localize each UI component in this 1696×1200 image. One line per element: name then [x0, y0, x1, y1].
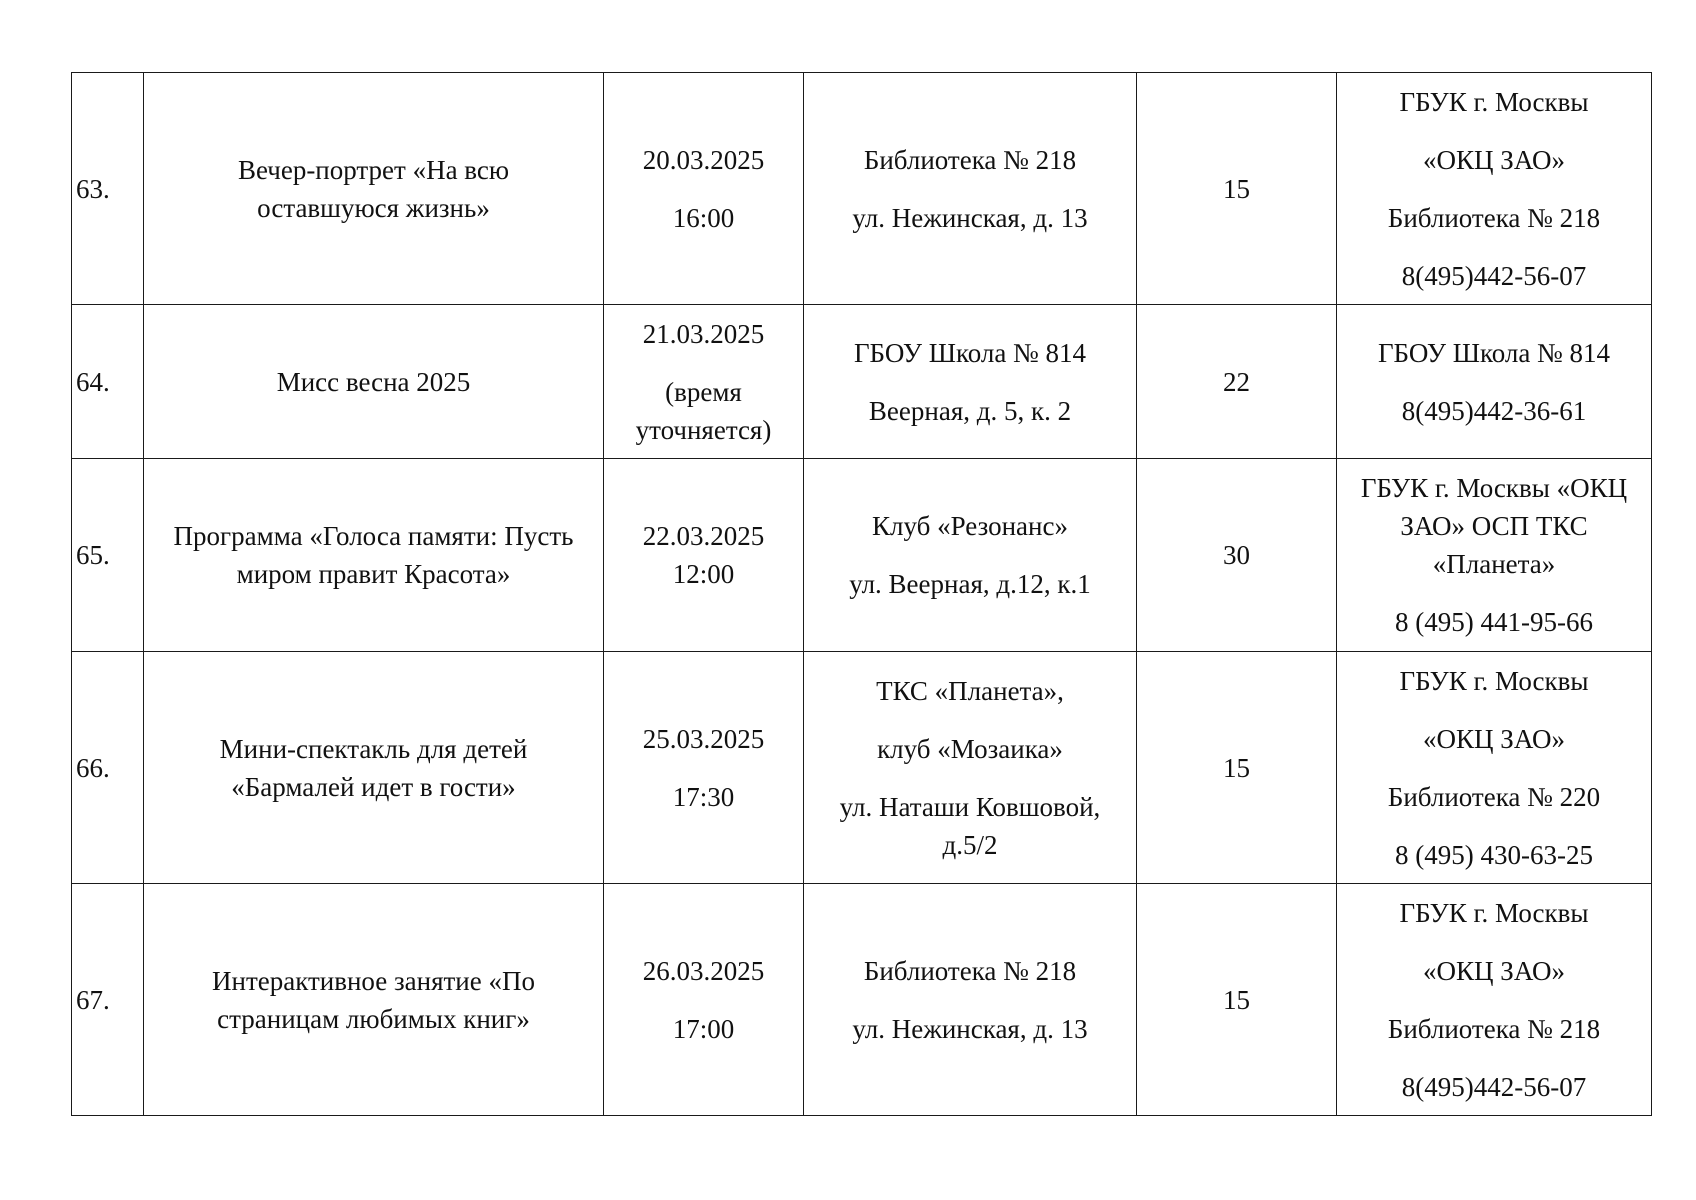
participant-count: 30	[1137, 459, 1337, 652]
events-table	[71, 72, 1652, 1116]
event-place: ТКС «Планета», клуб «Мозаика» ул. Наташи Ковшовой, д.5/2	[804, 652, 1137, 884]
participant-count: 15	[1137, 73, 1337, 305]
table-row	[72, 73, 1652, 305]
organizer: ГБОУ Школа № 814 8(495)442-36-61	[1337, 305, 1652, 459]
event-date: 21.03.2025 (время уточняется)	[604, 305, 804, 459]
event-name: Мисс весна 2025	[144, 305, 604, 459]
participant-count: 22	[1137, 305, 1337, 459]
organizer: ГБУК г. Москвы «ОКЦ ЗАО» ОСП ТКС «Планета» 8 (495) 441-95-66	[1337, 459, 1652, 652]
organizer: ГБУК г. Москвы «ОКЦ ЗАО» Библиотека № 218 8(495)442-56-07	[1337, 884, 1652, 1116]
table-row	[72, 884, 1652, 1116]
organizer: ГБУК г. Москвы «ОКЦ ЗАО» Библиотека № 218 8(495)442-56-07	[1337, 73, 1652, 305]
participant-count: 15	[1137, 884, 1337, 1116]
row-number: 63.	[72, 73, 144, 305]
event-date: 20.03.2025 16:00	[604, 73, 804, 305]
event-place: Клуб «Резонанс» ул. Веерная, д.12, к.1	[804, 459, 1137, 652]
row-number: 67.	[72, 884, 144, 1116]
row-number: 64.	[72, 305, 144, 459]
event-place: Библиотека № 218 ул. Нежинская, д. 13	[804, 73, 1137, 305]
event-date: 26.03.2025 17:00	[604, 884, 804, 1116]
row-number: 65.	[72, 459, 144, 652]
table-row	[72, 305, 1652, 459]
organizer: ГБУК г. Москвы «ОКЦ ЗАО» Библиотека № 220 8 (495) 430-63-25	[1337, 652, 1652, 884]
event-place: ГБОУ Школа № 814 Веерная, д. 5, к. 2	[804, 305, 1137, 459]
table-row	[72, 652, 1652, 884]
event-name: Мини-спектакль для детей «Бармалей идет в гости»	[144, 652, 604, 884]
event-place: Библиотека № 218 ул. Нежинская, д. 13	[804, 884, 1137, 1116]
table-row	[72, 459, 1652, 652]
event-name: Интерактивное занятие «По страницам любимых книг»	[144, 884, 604, 1116]
event-date: 22.03.2025 12:00	[604, 459, 804, 652]
event-date: 25.03.2025 17:30	[604, 652, 804, 884]
row-number: 66.	[72, 652, 144, 884]
event-name: Вечер-портрет «На всю оставшуюся жизнь»	[144, 73, 604, 305]
event-name: Программа «Голоса памяти: Пусть миром правит Красота»	[144, 459, 604, 652]
participant-count: 15	[1137, 652, 1337, 884]
